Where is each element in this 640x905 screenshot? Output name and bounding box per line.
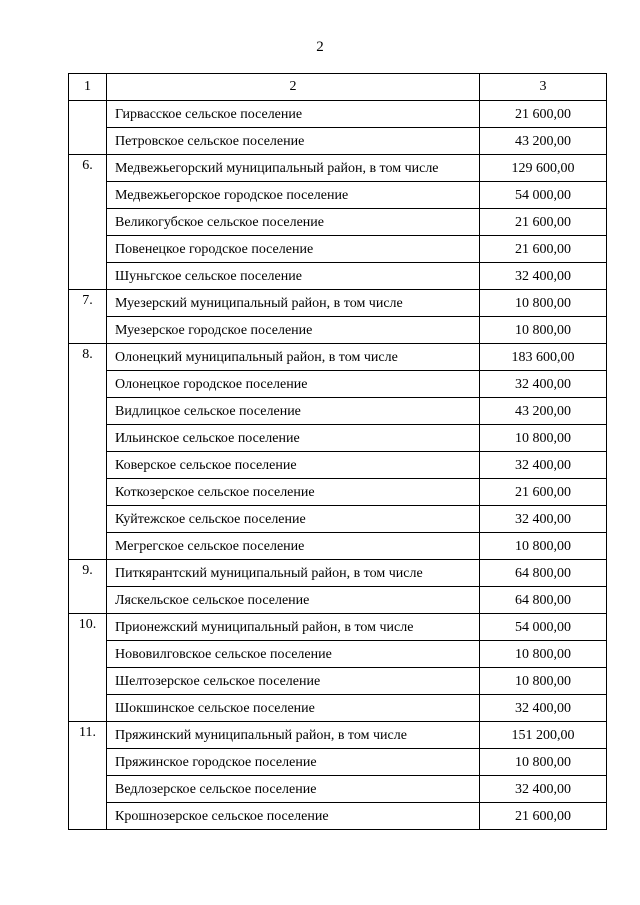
- amount-cell: [480, 722, 607, 749]
- amount-cell: [480, 263, 607, 290]
- municipality-name: Ильинское сельское поселение: [115, 431, 300, 446]
- municipality-name-cell: [107, 182, 480, 209]
- amount-value: 151 200,00: [511, 728, 575, 743]
- municipality-name-cell: [107, 668, 480, 695]
- column-header-3-label: 3: [539, 79, 547, 94]
- column-header-2-label: 2: [289, 79, 297, 94]
- row-number: 10.: [78, 617, 97, 632]
- table-row: [69, 317, 607, 344]
- table-row: [69, 398, 607, 425]
- table-row: [69, 479, 607, 506]
- table-row: [69, 128, 607, 155]
- municipality-name-cell: [107, 317, 480, 344]
- table-row: [69, 209, 607, 236]
- amount-cell: [480, 776, 607, 803]
- municipality-name: Крошнозерское сельское поселение: [115, 809, 329, 824]
- row-number: 11.: [79, 725, 96, 740]
- amount-cell: [480, 533, 607, 560]
- amount-value: 21 600,00: [515, 107, 571, 122]
- table-row: [69, 290, 607, 317]
- table-header-row: [69, 74, 607, 101]
- municipality-name: Гирвасское сельское поселение: [115, 107, 303, 122]
- municipality-name-cell: [107, 425, 480, 452]
- amount-value: 43 200,00: [515, 404, 571, 419]
- row-number: 6.: [82, 158, 93, 173]
- municipality-name-cell: [107, 749, 480, 776]
- amount-cell: [480, 182, 607, 209]
- amount-value: 64 800,00: [515, 566, 571, 581]
- municipality-name: Мегрегское сельское поселение: [115, 539, 305, 554]
- amount-cell: [480, 290, 607, 317]
- row-number-cell: [69, 101, 107, 155]
- amount-cell: [480, 587, 607, 614]
- municipality-name-cell: [107, 101, 480, 128]
- table-row: [69, 722, 607, 749]
- municipality-name-cell: [107, 290, 480, 317]
- amount-value: 64 800,00: [515, 593, 571, 608]
- amount-value: 129 600,00: [511, 161, 575, 176]
- amount-cell: [480, 695, 607, 722]
- municipality-name: Куйтежское сельское поселение: [115, 512, 306, 527]
- table-body: [69, 101, 607, 830]
- table-row: [69, 344, 607, 371]
- table-row: [69, 263, 607, 290]
- row-number-cell: [69, 344, 107, 560]
- table-row: [69, 695, 607, 722]
- municipality-name: Коверское сельское поселение: [115, 458, 297, 473]
- municipality-name-cell: [107, 263, 480, 290]
- municipality-name-cell: [107, 695, 480, 722]
- row-number-cell: [69, 290, 107, 344]
- table-row: [69, 506, 607, 533]
- municipality-name: Нововилговское сельское поселение: [115, 647, 332, 662]
- municipality-name: Коткозерское сельское поселение: [115, 485, 315, 500]
- municipality-name: Пряжинский муниципальный район, в том числе: [115, 728, 407, 743]
- table-row: [69, 425, 607, 452]
- amount-cell: [480, 209, 607, 236]
- table-row: [69, 749, 607, 776]
- municipality-name: Олонецкий муниципальный район, в том числе: [115, 350, 398, 365]
- table-row: [69, 641, 607, 668]
- municipality-name-cell: [107, 155, 480, 182]
- municipality-name-cell: [107, 533, 480, 560]
- amount-value: 32 400,00: [515, 782, 571, 797]
- amount-value: 10 800,00: [515, 431, 571, 446]
- amount-cell: [480, 425, 607, 452]
- amount-value: 21 600,00: [515, 215, 571, 230]
- table-row: [69, 182, 607, 209]
- municipality-name-cell: [107, 128, 480, 155]
- amount-value: 10 800,00: [515, 647, 571, 662]
- municipality-name: Повенецкое городское поселение: [115, 242, 314, 257]
- row-number: [69, 101, 106, 104]
- municipality-name: Видлицкое сельское поселение: [115, 404, 301, 419]
- amount-cell: [480, 101, 607, 128]
- amount-cell: [480, 317, 607, 344]
- amount-cell: [480, 479, 607, 506]
- column-header-3: [480, 74, 607, 101]
- amount-cell: [480, 749, 607, 776]
- column-header-2: [107, 74, 480, 101]
- amount-value: 21 600,00: [515, 809, 571, 824]
- amount-value: 32 400,00: [515, 377, 571, 392]
- row-number-cell: [69, 560, 107, 614]
- municipality-name-cell: [107, 371, 480, 398]
- amount-value: 10 800,00: [515, 296, 571, 311]
- table-row: [69, 452, 607, 479]
- municipality-name: Великогубское сельское поселение: [115, 215, 324, 230]
- amount-cell: [480, 641, 607, 668]
- table-row: [69, 668, 607, 695]
- table-row: [69, 533, 607, 560]
- amount-cell: [480, 128, 607, 155]
- municipality-name-cell: [107, 803, 480, 830]
- row-number: 8.: [82, 347, 93, 362]
- amount-value: 32 400,00: [515, 458, 571, 473]
- amount-value: 32 400,00: [515, 701, 571, 716]
- amount-cell: [480, 560, 607, 587]
- table-row: [69, 101, 607, 128]
- municipality-name-cell: [107, 398, 480, 425]
- amount-value: 32 400,00: [515, 269, 571, 284]
- amount-value: 43 200,00: [515, 134, 571, 149]
- table-row: [69, 155, 607, 182]
- municipality-name: Питкярантский муниципальный район, в том числе: [115, 566, 423, 581]
- page-number: 2: [316, 39, 324, 55]
- municipality-name-cell: [107, 560, 480, 587]
- municipality-name-cell: [107, 776, 480, 803]
- amount-value: 54 000,00: [515, 188, 571, 203]
- table-row: [69, 236, 607, 263]
- table-row: [69, 614, 607, 641]
- amount-cell: [480, 398, 607, 425]
- municipality-name: Олонецкое городское поселение: [115, 377, 308, 392]
- municipality-name-cell: [107, 614, 480, 641]
- amount-value: 10 800,00: [515, 674, 571, 689]
- municipality-name-cell: [107, 722, 480, 749]
- amount-cell: [480, 668, 607, 695]
- amount-cell: [480, 452, 607, 479]
- table-row: [69, 803, 607, 830]
- amount-value: 183 600,00: [511, 350, 575, 365]
- amount-value: 21 600,00: [515, 485, 571, 500]
- amount-value: 54 000,00: [515, 620, 571, 635]
- amount-value: 10 800,00: [515, 755, 571, 770]
- municipality-name-cell: [107, 236, 480, 263]
- municipality-name-cell: [107, 344, 480, 371]
- amount-cell: [480, 155, 607, 182]
- municipality-name-cell: [107, 641, 480, 668]
- amount-value: 21 600,00: [515, 242, 571, 257]
- amount-cell: [480, 236, 607, 263]
- municipality-name: Медвежьегорский муниципальный район, в том числе: [115, 161, 439, 176]
- municipality-name-cell: [107, 209, 480, 236]
- municipality-name: Ляскельское сельское поселение: [115, 593, 310, 608]
- amount-value: 32 400,00: [515, 512, 571, 527]
- column-header-1: [69, 74, 107, 101]
- municipality-name: Шуньгское сельское поселение: [115, 269, 302, 284]
- amount-cell: [480, 344, 607, 371]
- amount-cell: [480, 371, 607, 398]
- municipality-name: Шокшинское сельское поселение: [115, 701, 315, 716]
- row-number-cell: [69, 722, 107, 830]
- amount-cell: [480, 506, 607, 533]
- municipality-name: Прионежский муниципальный район, в том числе: [115, 620, 414, 635]
- row-number-cell: [69, 155, 107, 290]
- table-row: [69, 587, 607, 614]
- table-row: [69, 560, 607, 587]
- row-number: 7.: [82, 293, 93, 308]
- row-number-cell: [69, 614, 107, 722]
- table-row: [69, 776, 607, 803]
- allocation-table: [68, 73, 607, 830]
- municipality-name: Медвежьегорское городское поселение: [115, 188, 349, 203]
- amount-cell: [480, 803, 607, 830]
- municipality-name: Муезерское городское поселение: [115, 323, 313, 338]
- municipality-name: Пряжинское городское поселение: [115, 755, 317, 770]
- amount-cell: [480, 614, 607, 641]
- municipality-name-cell: [107, 587, 480, 614]
- municipality-name: Шелтозерское сельское поселение: [115, 674, 321, 689]
- municipality-name-cell: [107, 452, 480, 479]
- municipality-name-cell: [107, 506, 480, 533]
- municipality-name: Муезерский муниципальный район, в том числе: [115, 296, 403, 311]
- amount-value: 10 800,00: [515, 539, 571, 554]
- municipality-name: Петровское сельское поселение: [115, 134, 305, 149]
- column-header-1-label: 1: [84, 79, 91, 94]
- municipality-name-cell: [107, 479, 480, 506]
- municipality-name: Ведлозерское сельское поселение: [115, 782, 317, 797]
- row-number: 9.: [82, 563, 93, 578]
- amount-value: 10 800,00: [515, 323, 571, 338]
- table-row: [69, 371, 607, 398]
